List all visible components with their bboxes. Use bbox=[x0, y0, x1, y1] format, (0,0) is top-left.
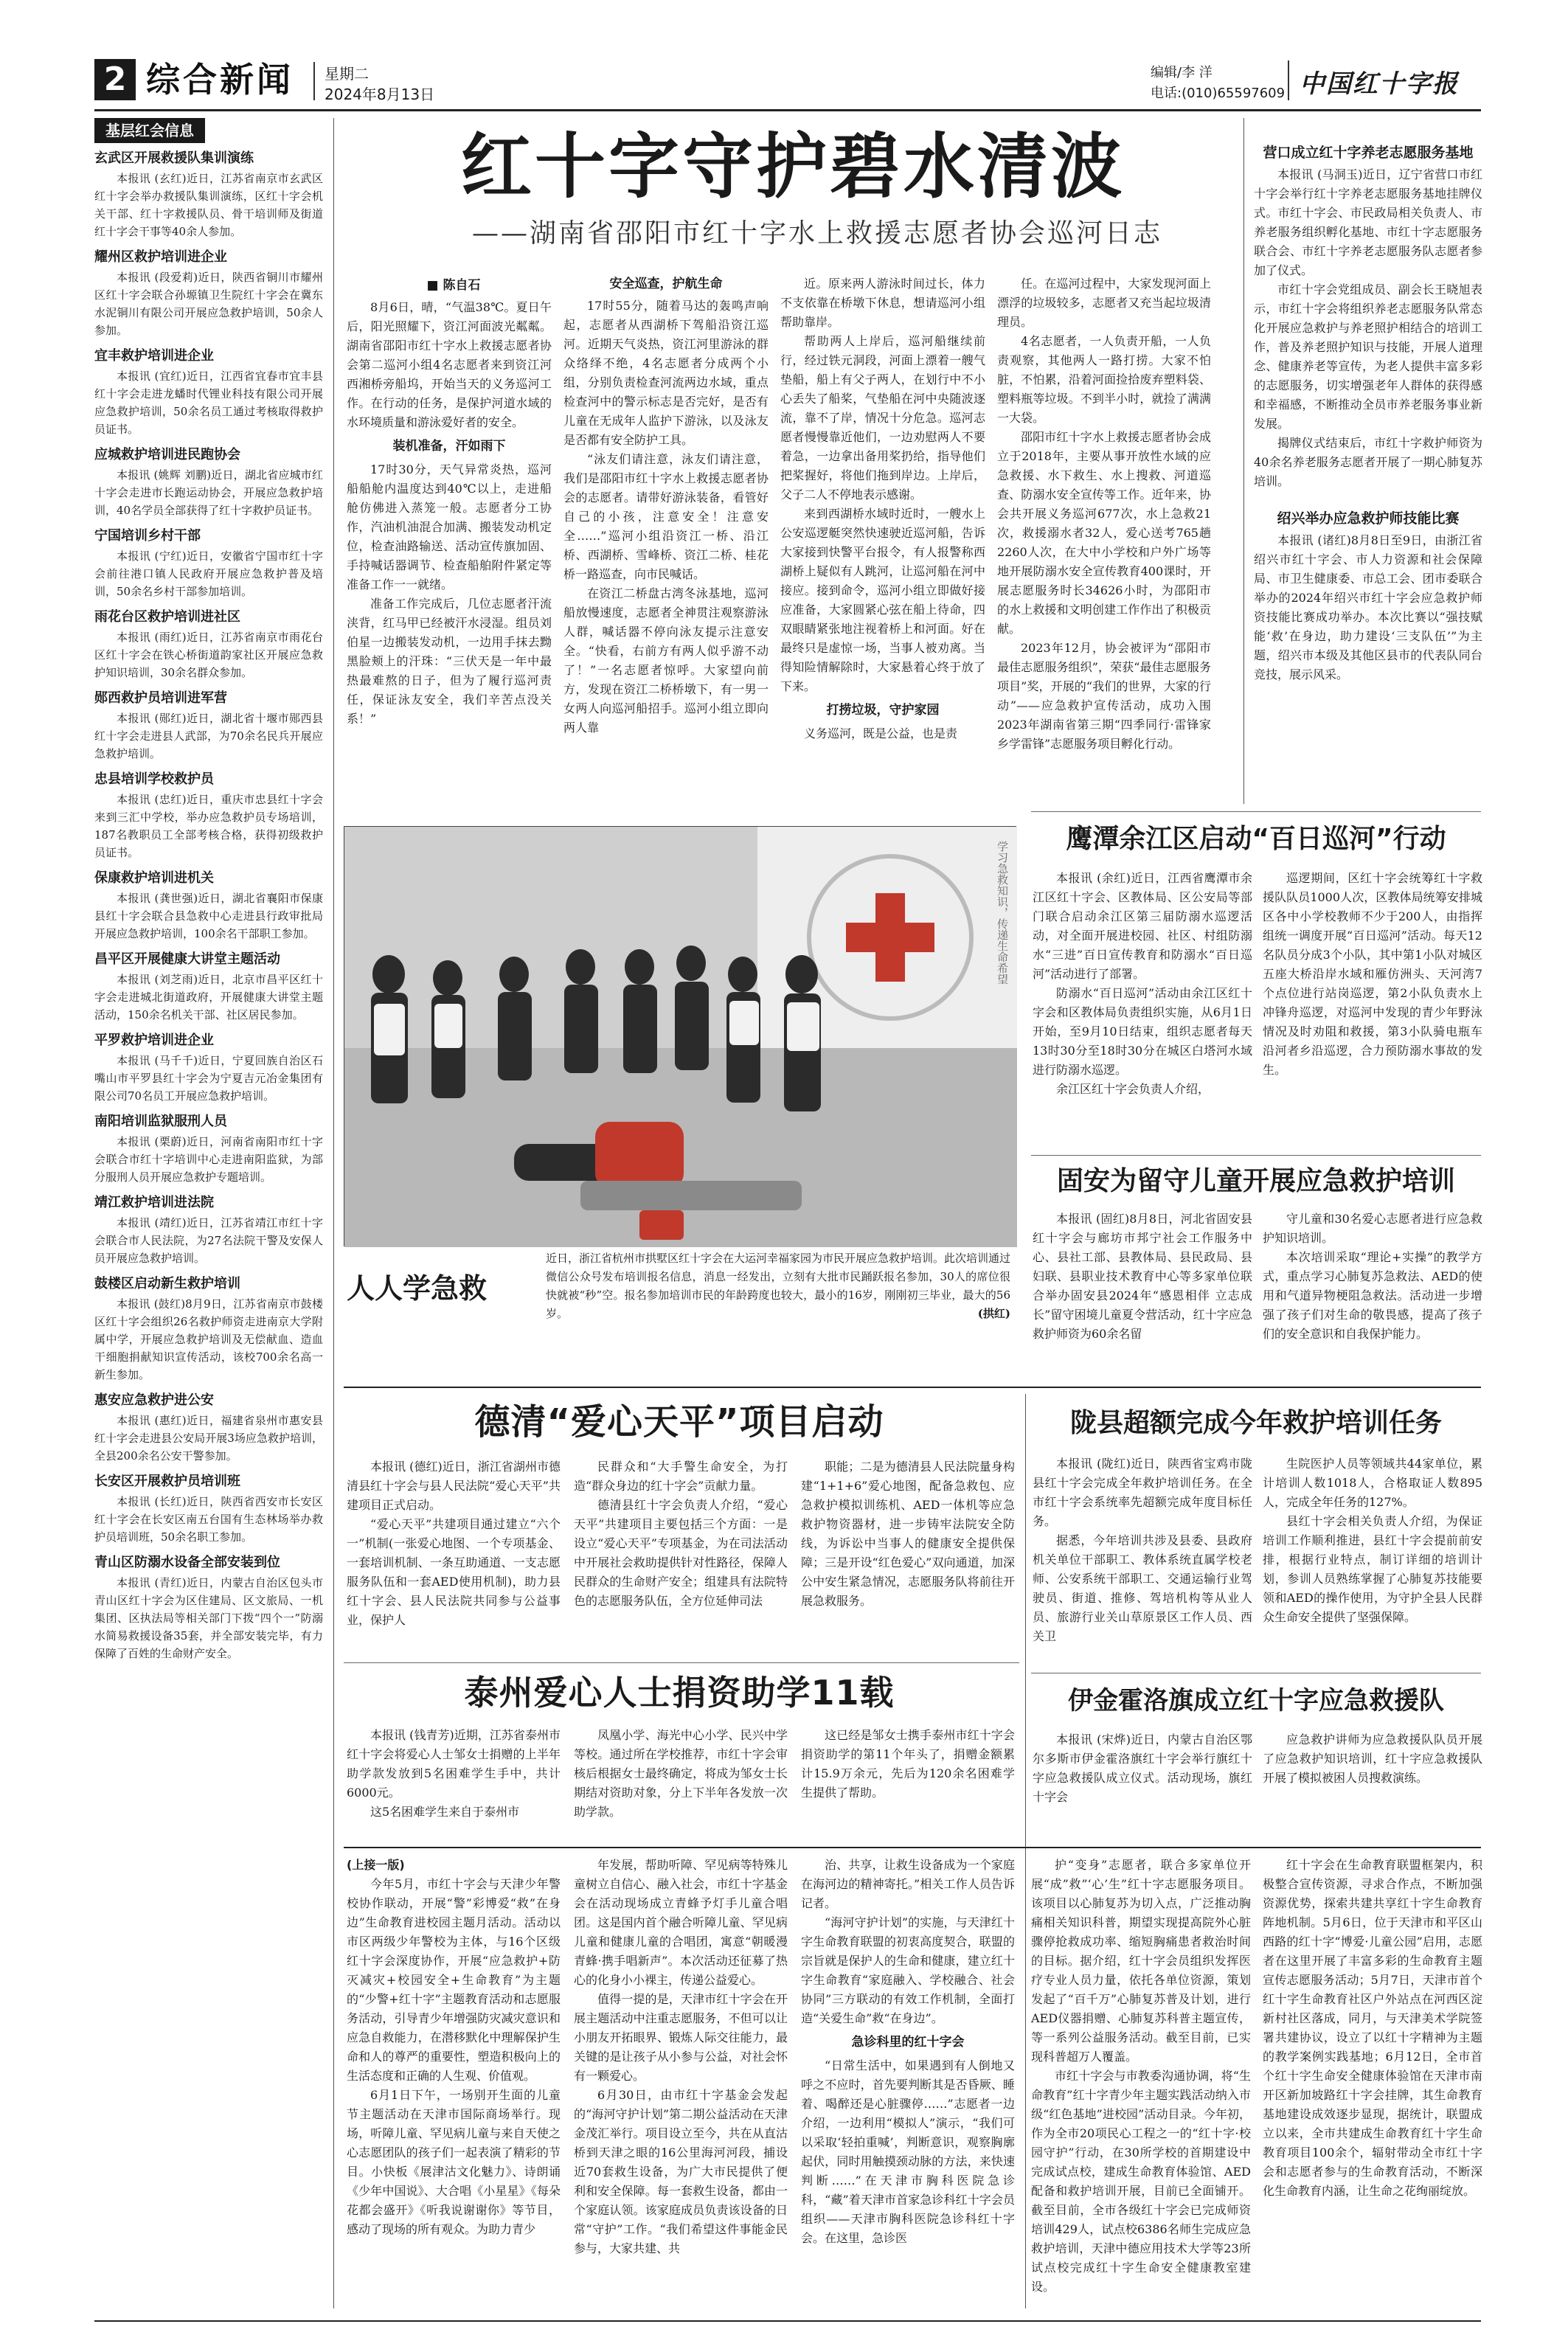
longxian-col-2 bbox=[1263, 1454, 1482, 1668]
photo-caption-text: 近日，浙江省杭州市拱墅区红十字会在大运河幸福家园为市民开展应急救护培训。此次培训通过微信公众号发布培训报名信息，消息一经发出，立刻有大批市民踊跃报名参加，30人的席位很快就被“秒”空。报名参加培训市民的年龄跨度也较大，最小的16岁，刚刚初三毕业，最大的56岁。 bbox=[546, 1252, 1011, 1320]
paragraph: 本报讯 (陇红)近日，陕西省宝鸡市陇县红十字会完成全年救护培训任务。在全市红十字会系统率先超额完成年度目标任务。 bbox=[1033, 1457, 1252, 1528]
yijinhuoluo-col2-text bbox=[1263, 1730, 1482, 1788]
brief-title: 昌平区开展健康大讲堂主题活动 bbox=[94, 951, 280, 967]
paragraph: 本报讯 (钱青芳)近期，江苏省泰州市红十字会将爱心人士邹女士捐赠的上半年助学款发放到5名困难学生手中，共计6000元。 bbox=[347, 1728, 561, 1800]
tianjin-col-3 bbox=[801, 1856, 1015, 2317]
tianjin-col-5 bbox=[1263, 1856, 1482, 2317]
lead-col-3 bbox=[780, 274, 985, 740]
brief-body: 本报讯 (惠红)近日，福建省泉州市惠安县红十字会走进县公安局开展3场应急救护培训，全县200余名公安干警参加。 bbox=[94, 1414, 323, 1463]
header-rule bbox=[94, 109, 1481, 111]
paragraph: 护“变身”志愿者，联合多家单位开展“成”救”‘心’生”红十字志愿服务项目。该项目以心肺复苏为切入点，广泛推动胸痛相关知识科普，期望实现提高院外心脏骤停抢救成功率、缩短胸痛患者救治时间的目标。据介绍，红十字会员组织发挥医疗专业人员力量，依托各单位资源，策划发起了“百千万”心肺复苏普及计划，进行AED仪器捐赠、心肺复苏科普主题宣传，等一系列公益服务活动。截至目前，已实现科普超万人覆盖。 bbox=[1031, 1858, 1251, 2064]
yingkou-body bbox=[1254, 165, 1482, 491]
photo-credit: (拱红) bbox=[977, 1307, 1010, 1320]
yijinhuoluo-col-2 bbox=[1263, 1730, 1482, 1841]
rule-taizhou bbox=[344, 1662, 1019, 1663]
right-mid-rule bbox=[1025, 1394, 1026, 2308]
left-column-tag: 基层红会信息 bbox=[94, 118, 205, 143]
guan-col-1 bbox=[1033, 1210, 1252, 1379]
left-column-rule bbox=[333, 118, 334, 2308]
shaoxing-body bbox=[1254, 531, 1482, 684]
paragraph: 守儿童和30名爱心志愿者进行应急救护知识培训。 bbox=[1263, 1212, 1482, 1245]
brief-body: 本报讯 (雨红)近日，江苏省南京市雨花台区红十字会在铁心桥街道韵家社区开展应急救护知识培训，30余名群众参加。 bbox=[94, 631, 323, 679]
tianjin-col1-text bbox=[347, 1875, 561, 2239]
lead-title: 红十字守护碧水清波 bbox=[461, 125, 1125, 208]
brief-title: 应城救护培训进民跑协会 bbox=[94, 447, 240, 462]
yingkou-title: 营口成立红十字养老志愿服务基地 bbox=[1263, 145, 1474, 161]
yujiang-col2-text bbox=[1263, 869, 1482, 1080]
yujiang-title: 鹰潭余江区启动“百日巡河”行动 bbox=[1066, 824, 1446, 854]
brief-body: 本报讯 (宁红)近日，安徽省宁国市红十字会前往港口镇人民政府开展应急救护普及培训，50余名乡村干部参加培训。 bbox=[94, 549, 323, 598]
lead-col2-subhead: 安全巡查，护航生命 bbox=[609, 277, 723, 291]
deqing-col-3 bbox=[801, 1457, 1015, 1657]
tianjin-col3b-text bbox=[801, 2056, 1015, 2248]
taizhou-col-1 bbox=[347, 1726, 561, 1836]
paragraph: 本报讯 (马洞玉)近日，辽宁省营口市红十字会举行红十字养老志愿服务基地挂牌仪式。市红十字会、市民政局相关负责人、市养老服务组织孵化基地、市红十字志愿服务联合会、市红十字养老志愿服务队志愿者参加了仪式。 bbox=[1254, 167, 1482, 277]
lead-col1-subhead: 装机准备，汗如雨下 bbox=[392, 439, 506, 454]
brief-body: 本报讯 (靖红)近日，江苏省靖江市红十字会联合市人民法院，为27名法院干警及安保人员开展应急救护培训。 bbox=[94, 1216, 323, 1265]
taizhou-col3-text bbox=[801, 1726, 1015, 1803]
yijinhuoluo-col-1 bbox=[1033, 1730, 1252, 1841]
yijinhuoluo-col1-text bbox=[1033, 1730, 1252, 1807]
continued-byline: (上接一版) bbox=[347, 1858, 405, 1872]
paragraph: 防溺水“百日巡河”活动由余江区红十字会和区教体局负责组织实施，从6月1日开始，至9月10日结束，组织志愿者每天13时30分至18时30分在城区白塔河水域进行防溺水巡逻。 bbox=[1033, 986, 1252, 1077]
paragraph: 邵阳市红十字水上救援志愿者协会成立于2018年，主要从事开放性水域的应急救援、水下救生、水上搜救、河道巡查、防溺水安全宣传等工作。近年来，协会共开展义务巡河677次，水上急救21次，救援溺水者32人，爱心送考765趟2260人次，在大中小学校和户外广场等地开展防溺水安全宣传教育400课时，开展志愿服务时长34626小时，为邵阳市的水上救援和文明创建工作作出了积极贡献。 bbox=[997, 430, 1211, 636]
paragraph: 17时30分，天气异常炎热，巡河船船舱内温度达到40℃以上，走进船舱仿佛进入蒸笼一般。志愿者分工协作，汽油机油混合加满、搬装发动机定位，检查油路输送、活动宣传旗加固、手持喊话器调节、检查船舶附件紧定等准备工作一一就绪。 bbox=[347, 462, 552, 592]
paragraph: 4名志愿者，一人负责开船，一人负责观察，其他两人一路打捞。大家不怕脏，不怕累，沿着河面捡拾废弃塑料袋、塑料瓶等垃圾。不到半小时，就捡了满满一大袋。 bbox=[997, 334, 1211, 425]
guan-title: 固安为留守儿童开展应急救护培训 bbox=[1056, 1166, 1455, 1196]
yijinhuoluo-title: 伊金霍洛旗成立红十字应急救援队 bbox=[1068, 1686, 1444, 1716]
section-name: 综合新闻 bbox=[146, 60, 294, 100]
paragraph: 生院医护人员等领域共44家单位，累计培训人数1018人，合格取证人数895人，完成全年任务的127%。 bbox=[1263, 1457, 1482, 1509]
right-column-rule bbox=[1243, 118, 1244, 804]
brief-body: 本报讯 (姚辉 刘鹏)近日，湖北省应城市红十字会走进市长跑运动协会，开展应急救护培训，40名学员全部获得了红十字救护员证书。 bbox=[94, 468, 323, 517]
deqing-col-1 bbox=[347, 1457, 561, 1657]
paragraph: 来到西湖桥水域时近时，一艘水上公安巡逻艇突然快速驶近巡河船，告诉大家接到快警平台报令，有人报警称西湖桥上疑似有人跳河，让巡河船在河中接应。接到命令，巡河小组立即做好接应准备，大家圆紧心弦在船上待命，四双眼睛紧张地注视着桥上和河面。好在最终只是虚惊一场，当事人被劝离。当得知险情解除时，大家悬着心终于放了下来。 bbox=[780, 507, 985, 693]
yujiang-col1-text bbox=[1033, 869, 1252, 1099]
tianjin-col2-text bbox=[574, 1856, 788, 2258]
photo-caption bbox=[546, 1249, 1010, 1323]
lead-col4-text bbox=[997, 274, 1211, 754]
lead-col-4 bbox=[997, 274, 1211, 751]
brief-body: 本报讯 (郧红)近日，湖北省十堰市郧西县红十字会走进县人武部，为70余名民兵开展应急救护培训。 bbox=[94, 712, 323, 760]
rule-guan bbox=[1031, 1155, 1481, 1156]
lead-col-1 bbox=[347, 298, 552, 726]
editor-credit: 编辑/李 洋 bbox=[1151, 65, 1213, 80]
taizhou-col2-text bbox=[574, 1726, 788, 1822]
page-number-badge: 2 bbox=[94, 59, 136, 100]
paragraph: 余江区红十字会负责人介绍， bbox=[1056, 1082, 1210, 1096]
paragraph: 今年5月，市红十字会与天津少年警校协作联动，开展“警”彩博爱“救”在身边”生命教育进校园主题月活动。活动以市区两级少年警校为主体，与16个区级红十字会深度协作，开展“应急救护+防灭减灾+校园安全+生命教育”为主题的“少警+红十字”主题教育活动和志愿服务活动，引导青少年增强防灾减灾意识和应急自救能力，在潜移默化中理解保护生命和人的尊严的重要性，塑造积极向上的生活态度和正确的人生观、价值观。 bbox=[347, 1877, 561, 2083]
paragraph: 民群众和“大手警生命安全，为打造“群众身边的红十字会”贡献力量。 bbox=[574, 1460, 788, 1493]
brief-body: 本报讯 (刘芝雨)近日，北京市昌平区红十字会走进城北街道政府，开展健康大讲堂主题活动，150余名机关干部、社区居民参加。 bbox=[94, 973, 323, 1021]
rule-bottom bbox=[344, 1847, 1481, 1848]
footer-rule bbox=[94, 2320, 1481, 2322]
paragraph: 凤凰小学、海光中心小学、民兴中学等校。通过所在学校推荐，市红十字会审核后根据女士最终确定，将成为邹女士长期结对资助对象，分上下半年各发放一次助学款。 bbox=[574, 1728, 788, 1819]
brief-body: 本报讯 (段爱莉)近日，陕西省铜川市耀州区红十字会联合孙塬镇卫生院红十字会在冀东水泥铜川有限公司开展应急救护培训，50余人参加。 bbox=[94, 271, 323, 337]
header-divider bbox=[313, 62, 315, 100]
rule-mid bbox=[344, 1387, 1481, 1388]
brief-title: 宜丰救护培训进企业 bbox=[94, 348, 214, 364]
photo-headline: 人人学急救 bbox=[347, 1272, 488, 1305]
brief-body: 本报讯 (鼓红)8月9日，江苏省南京市鼓楼区红十字会组织26名救护师资走进南京大学附属中学，开展应急救护培训及无偿献血、造血干细胞捐献知识宣传活动，该校700余名高一新生参加。 bbox=[94, 1297, 323, 1381]
brief-title: 青山区防溺水设备全部安装到位 bbox=[94, 1555, 280, 1570]
tianjin-col-4 bbox=[1031, 1856, 1251, 2317]
longxian-col2-text bbox=[1263, 1454, 1482, 1627]
lead-col3-text bbox=[780, 274, 985, 696]
lead-col3-subhead: 打捞垃圾，守护家园 bbox=[826, 703, 940, 718]
paragraph: 近。原来两人游泳时间过长，体力不支依靠在桥墩下休息，想请巡河小组帮助靠岸。 bbox=[780, 277, 985, 329]
brief-body: 本报讯 (青红)近日，内蒙古自治区包头市青山区红十字会为区住建局、区文旅局、一机集团、区执法局等相关部门下拨“四个一”防溺水简易救援设备35套，并全部安装完毕，有力保障了百姓的生命财产安全。 bbox=[94, 1576, 323, 1660]
tianjin-col5-text bbox=[1263, 1856, 1482, 2201]
lead-col1b-text bbox=[347, 460, 552, 729]
yujiang-col-1 bbox=[1033, 869, 1252, 1149]
lead-col-2 bbox=[563, 274, 769, 735]
guan-col-2 bbox=[1263, 1210, 1482, 1379]
paragraph: 本报讯 (诸红)8月8日至9日，由浙江省绍兴市红十字会、市人力资源和社会保障局、市卫生健康委、市总工会、团市委联合举办的2024年绍兴市红十字会应急救护师资技能比赛成功举办。本次比赛以“强技赋能‘救’在身边，助力建设‘三支队伍’”为主题，绍兴市本级及其他区县市的代表队同台竞技，展示风采。 bbox=[1254, 533, 1482, 681]
guan-col2-text bbox=[1263, 1210, 1482, 1344]
lead-subtitle: ——湖南省邵阳市红十字水上救援志愿者协会巡河日志 bbox=[472, 218, 1163, 249]
brief-body: 本报讯 (栗蔚)近日，河南省南阳市红十字会联合市红十字培训中心走进南阳监狱，为部分服刑人员开展应急救护专题培训。 bbox=[94, 1135, 323, 1184]
brief-body: 本报讯 (玄红)近日，江苏省南京市玄武区红十字会举办救援队集训演练，区红十字会机关干部、红十字救援队员、骨干培训师及街道红十字会干事等40余人参加。 bbox=[94, 172, 323, 238]
taizhou-col-2 bbox=[574, 1726, 788, 1836]
brief-title: 南阳培训监狱服刑人员 bbox=[94, 1114, 227, 1129]
longxian-title: 陇县超额完成今年救护培训任务 bbox=[1069, 1408, 1442, 1438]
tianjin-col3-text bbox=[801, 1856, 1015, 2028]
brief-body: 本报讯 (龚世强)近日，湖北省襄阳市保康县红十字会联合县急救中心走进县行政审批局开展应急救护培训，100余名干部职工参加。 bbox=[94, 892, 323, 940]
left-news-column bbox=[94, 148, 323, 2316]
lead-byline: ■ 陈自石 bbox=[426, 278, 481, 293]
tianjin-col4-text bbox=[1031, 1856, 1251, 2297]
deqing-title: 德清“爱心天平”项目启动 bbox=[474, 1401, 884, 1443]
paragraph: 任。在巡河过程中，大家发现河面上漂浮的垃圾较多，志愿者又充当起垃圾清理员。 bbox=[997, 277, 1211, 329]
lead-col1-text bbox=[347, 298, 552, 432]
paragraph: 值得一提的是，天津市红十字会在开展主题活动中注重志愿服务，不但可以让小朋友开拓眼界、锻炼人际交往能力，最关键的是让孩子从小参与公益，对社会怀有一颗爱心。 bbox=[574, 1992, 788, 2083]
brief-title: 郧西救护员培训进军营 bbox=[94, 690, 227, 706]
lead-col3b-text bbox=[780, 724, 985, 743]
photo-banner-text: 学习急救知识，传递生命希望 bbox=[996, 841, 1009, 985]
tianjin-col3-subhead: 急诊科里的红十字会 bbox=[851, 2035, 965, 2050]
paragraph: 帮助两人上岸后，巡河船继续前行，经过铁元洞段，河面上漂着一艘气垫船，船上有父子两人，在划行中不小心丢失了船桨，气垫船在河中央随波逐流，靠不了岸，情况十分危急。巡河志愿者慢慢靠近他们，一边劝慰两人不要着急，一边拿出备用桨扔给，指导他们把桨握好，将他们拖到岸边。上岸后，父子二人不停地表示感谢。 bbox=[780, 334, 985, 502]
paragraph: 本报讯 (固红)8月8日，河北省固安县红十字会与廊坊市邦宁社会工作服务中心、县社工部、县教体局、县民政局、县妇联、县职业技术教育中心等多家单位联合举办固安县2024年“感恩相伴 立志成长”留守困境儿童夏令营活动，红十字应急救护师资为60余名留 bbox=[1033, 1212, 1252, 1341]
brief-body: 本报讯 (长红)近日，陕西省西安市长安区红十字会在长安区南五台国有生态林场举办救护员培训班，50余名职工参加。 bbox=[94, 1495, 323, 1544]
paragraph: 本报讯 (余红)近日，江西省鹰潭市余江区红十字会、区教体局、区公安局等部门联合启动余江区第三届防溺水巡逻活动，对全面开展进校园、社区、村组防溺水“三进”百日宣传教育和防溺水“百日巡河”活动进行了部署。 bbox=[1033, 871, 1252, 981]
paragraph: 义务巡河，既是公益，也是责 bbox=[804, 726, 958, 740]
paragraph: “泳友们请注意，泳友们请注意，我们是邵阳市红十字水上救援志愿者协会的志愿者。请带好游泳装备，看管好自己的小孩，注意安全！注意安全……”巡河小组沿资江一桥、沿江桥、西湖桥、雪峰桥、资江二桥、桂花桥一路巡查，向市民喊话。 bbox=[563, 452, 769, 581]
brief-title: 靖江救护培训进法院 bbox=[94, 1195, 214, 1210]
taizhou-col1-text bbox=[347, 1726, 561, 1822]
deqing-col3-text bbox=[801, 1457, 1015, 1611]
brief-title: 平罗救护培训进企业 bbox=[94, 1033, 214, 1048]
paragraph: 县红十字会相关负责人介绍，为保证培训工作顺利推进，县红十字会提前前安排，根据行业特点，制订详细的培训计划，参训人员熟练掌握了心肺复苏技能要领和AED的操作使用，为守护全县人民群众生命安全提供了坚强保障。 bbox=[1263, 1514, 1482, 1624]
paragraph: “日常生活中，如果遇到有人倒地又呼之不应时，首先要判断其是否昏厥、睡着、喝醉还是心脏骤停……”志愿者一边介绍，一边利用“模拟人”演示，“我们可以采取‘轻拍重喊’，判断意识，观察胸廓起伏，同时用触摸颈动脉的方法，来快速判断……”在天津市胸科医院急诊科，“藏”着天津市首家急诊科红十字会员组织——天津市胸科医院急诊科红十字会。在这里，急诊医 bbox=[801, 2058, 1015, 2245]
deqing-col2-text bbox=[574, 1457, 788, 1611]
paragraph: “爱心天平”共建项目通过建立“六个一”机制(一张爱心地图、一个专项基金、一套培训机制、一条互助通道、一支志愿服务队伍和一套AED使用机制)，助力县红十字会、县人民法院共同参与公益事业，保护人 bbox=[347, 1517, 561, 1627]
brief-title: 雨花台区救护培训进社区 bbox=[94, 609, 240, 625]
paragraph: 治、共享，让救生设备成为一个家庭在海河边的精神寄托。”相关工作人员告诉记者。 bbox=[801, 1858, 1015, 1910]
brief-title: 耀州区救护培训进企业 bbox=[94, 249, 227, 265]
brief-title: 玄武区开展救援队集训演练 bbox=[94, 150, 254, 166]
issue-date: 2024年8月13日 bbox=[325, 86, 435, 103]
paragraph: 本报讯 (德红)近日，浙江省湖州市德清县红十字会与县人民法院“爱心天平”共建项目正式启动。 bbox=[347, 1460, 561, 1512]
taizhou-title: 泰州爱心人士捐资助学11载 bbox=[464, 1673, 895, 1713]
paragraph: 2023年12月，协会被评为“邵阳市最佳志愿服务组织”，荣获“最佳志愿服务项目”奖，开展的“我们的世界，大家的行动”——应急救护宣传活动，成功入围2023年湖南省第三期“四季同行·雷锋家乡学雷锋”志愿服务项目孵化行动。 bbox=[997, 641, 1211, 751]
paragraph: 准备工作完成后，几位志愿者汗流浃背，红马甲已经被汗水浸湿。组员刘伯星一边搬装发动机，一边用手抹去黝黑脸颊上的汗珠：“三伏天是一年中最热最难熬的日子，但为了履行巡河责任，保证泳友安全，我们辛苦点没关系！” bbox=[347, 597, 552, 726]
paragraph: 红十字会在生命教育联盟框架内，积极整合宣传资源，寻求合作点，不断加强资源优势，探索共建共享红十字生命教育阵地机制。5月6日，位于天津市和平区山西路的红十字“博爱·儿童公园”启用，志愿者在这里开展了丰富多彩的生命教育主题宣传志愿服务活动；5月7日，天津市首个红十字生命教育社区户外站点在河西区淀新村社区落成，同月，与天津美术学院签署共建协议，设立了以红十字精神为主题的教学案例实践基地；6月12日，全市首个红十字生命安全健康体验馆在天津市南开区新加坡路红十字会挂牌，其生命教育基地建设成效逐步显现，据统计，联盟成立以来，全市共建成生命教育红十字生命教育项目100余个，辐射带动全市红十字会和志愿者参与的生命教育活动，不断深化生命教育内涵，让生命之花绚丽绽放。 bbox=[1263, 1858, 1482, 2198]
paragraph: 这5名困难学生来自于泰州市 bbox=[370, 1805, 520, 1819]
brief-title: 惠安应急救护进公安 bbox=[94, 1392, 214, 1408]
rule-yutan bbox=[1031, 811, 1481, 812]
brief-title: 保康救护培训进机关 bbox=[94, 870, 214, 886]
masthead-logo: 中国红十字报 bbox=[1300, 69, 1459, 99]
right-top-column bbox=[1254, 140, 1482, 804]
brief-title: 长安区开展救护员培训班 bbox=[94, 1474, 240, 1489]
paragraph: 年发展，帮助听障、罕见病等特殊儿童树立自信心、融入社会，市红十字基金会在活动现场成立青蜂予灯手儿童合唱团。这是国内首个融合听障儿童、罕见病儿童和健康儿童的合唱团，寓意“朝暖漫青蜂·携手唱新声”。本次活动还征募了热心的化身小小裸主，传递公益爱心。 bbox=[574, 1858, 788, 1987]
brief-title: 忠县培训学校救护员 bbox=[94, 771, 214, 787]
paragraph: 职能；二是为德清县人民法院量身构建“1+1+6”爱心地图，配备急救包、应急救护模拟训练机、AED一体机等应急救护物资器材，进一步铸牢法院安全防线，为诉讼中当事人的健康安全提供保障；三是开设“红色爱心”双向通道，加深公中安生紧急情况，志愿服务队将前往开展急救服务。 bbox=[801, 1460, 1015, 1608]
paragraph: 本次培训采取“理论+实操”的教学方式，重点学习心肺复苏急救法、AED的使用和气道异物梗阻急救法。活动进一步增强了孩子们对生命的敬畏感，提高了孩子们的安全意识和自我保护能力。 bbox=[1263, 1250, 1482, 1341]
guan-col1-text bbox=[1033, 1210, 1252, 1344]
tianjin-col-2 bbox=[574, 1856, 788, 2317]
paragraph: 德清县红十字会负责人介绍，“爱心天平”共建项目主要包括三个方面：一是设立“爱心天平”专项基金，为在司法活动中开展社会救助提供针对性路径，保障人民群众的生命财产安全；组建具有法院特色的志愿服务队伍，全方位延伸司法 bbox=[574, 1498, 788, 1608]
paragraph: 在资江二桥盘古湾冬泳基地，巡河船放慢速度，志愿者全神贯注观察游泳人群，喊话器不停向泳友提示注意安全。“快看，右前方有两人似乎游不动了！”一名志愿者惊呼。大家望向前方，发现在资江二桥桥墩下，有一男一女两人向巡河船招手。巡河小组立即向两人靠 bbox=[563, 586, 769, 735]
shaoxing-title: 绍兴举办应急救护师技能比赛 bbox=[1277, 510, 1460, 527]
editor-phone: 电话:(010)65597609 bbox=[1151, 86, 1286, 101]
deqing-col-2 bbox=[574, 1457, 788, 1657]
brief-title: 宁国培训乡村干部 bbox=[94, 528, 201, 544]
paragraph: “海河守护计划”的实施，与天津红十字生命教育联盟的初衷高度契合，联盟的宗旨就是保护人的生命和健康，建立红十字生命教育“家庭融入、学校融合、社会协同”三方联动的有效工作机制，全面打造“关爱生命”救“在身边”。 bbox=[801, 1915, 1015, 2025]
brief-body: 本报讯 (宜红)近日，江西省宜春市宜丰县红十字会走进龙蟠时代锂业科技有限公司开展应急救护培训，50余名员工通过考核取得救护员证书。 bbox=[94, 370, 323, 436]
paragraph: 6月1日下午，一场别开生面的儿童节主题活动在天津市国际商场举行。现场，听障儿童、罕见病儿童与来自天使之心志愿团队的孩子们一起表演了精彩的节目。小快板《展津沽文化魅力》、诗朗诵《少年中国说》、大合唱《小星星》《每朵花都会盛开》《听我说谢谢你》等节目，感动了现场的所有观众。为助力青少 bbox=[347, 2088, 561, 2236]
paragraph: 这已经是邹女士携手泰州市红十字会捐资助学的第11个年头了，捐赠金额累计15.9万余元，先后为120余名困难学生提供了帮助。 bbox=[801, 1728, 1015, 1800]
taizhou-col-3 bbox=[801, 1726, 1015, 1836]
deqing-col1-text bbox=[347, 1457, 561, 1630]
paragraph: 8月6日，晴，“气温38℃。夏日午后，阳光照耀下，资江河面波光粼粼。湖南省邵阳市红十字水上救援志愿者协会第二巡河小组4名志愿者来到资江河西湘桥旁船坞，开始当天的义务巡河工作。在行动的任务，是保护河道水域的水环境质量和游泳爱好者的安全。 bbox=[347, 300, 552, 429]
longxian-col-1 bbox=[1033, 1454, 1252, 1668]
paragraph: 揭牌仪式结束后，市红十字救护师资为40余名养老服务志愿者开展了一期心肺复苏培训。 bbox=[1254, 436, 1482, 488]
paragraph: 17时55分，随着马达的轰鸣声响起，志愿者从西湖桥下驾船沿资江巡河。近期天气炎热，资江河里游泳的群众络绎不绝，4名志愿者分成两个小组，分别负责检查河流两边水域，重点检查河中的警示标志是否完好，是否有儿童在无成年人监护下游泳，以及泳友是否都有安全防护工具。 bbox=[563, 299, 769, 447]
issue-weekday: 星期二 bbox=[325, 65, 369, 83]
yujiang-col-2 bbox=[1263, 869, 1482, 1149]
paragraph: 据悉，今年培训共涉及县委、县政府机关单位干部职工、教体系统直属学校老师、公安系统干部职工、交通运输行业驾驶员、街道、推修、驾培机构等从业人员、旅游行业关山草原景区工作人员、西关卫 bbox=[1033, 1533, 1252, 1643]
paragraph: 本报讯 (宋烨)近日，内蒙古自治区鄂尔多斯市伊金霍洛旗红十字会举行旗红十字应急救援队成立仪式。活动现场，旗红十字会 bbox=[1033, 1732, 1252, 1804]
paragraph: 市红十字会党组成员、副会长王晓旭表示，市红十字会将组织养老志愿服务队常态化开展应急救护与养老照护相结合的培训工作，普及养老照护知识与技能，开展人道理念、健康养老等宣传，为老人提供丰富多彩的志愿服务，切实增强老年人群体的获得感和幸福感，不断推动全员市养老服务事业新发展。 bbox=[1254, 282, 1482, 431]
paragraph: 巡逻期间，区红十字会统筹红十字救援队队员1000人次，区教体局统筹安排城区各中小学校教师不少于200人，由指挥组统一调度开展“百日巡河”活动。每天12名队员分成3个小队，其中第1小队对城区五座大桥沿岸水域和雁仿洲头、天河湾7个点位进行站岗巡逻，第2小队负责水上冲锋舟巡逻，对巡河中发现的青少年野泳情况及时劝阻和救援，第3小队骑电瓶车沿河者乡沿巡逻，合力预防溺水事故的发生。 bbox=[1263, 871, 1482, 1077]
lead-col2-text bbox=[563, 296, 769, 738]
tianjin-col-1 bbox=[347, 1875, 561, 2317]
longxian-col1-text bbox=[1033, 1454, 1252, 1646]
header-divider-2 bbox=[1288, 60, 1289, 100]
brief-body: 本报讯 (马千千)近日，宁夏回族自治区石嘴山市平罗县红十字会为宁夏吉元冶金集团有限公司70名员工开展应急救护培训。 bbox=[94, 1054, 323, 1103]
brief-title: 鼓楼区启动新生救护培训 bbox=[94, 1276, 240, 1291]
paragraph: 6月30日，由市红十字基金会发起的“海河守护计划”第二期公益活动在天津金茂汇举行。项目设立至今，共在从直沽桥到天津之眼的16公里海河河段，捕设近70套救生设备，为广大市民提供了便利和安全保障。每一套救生设备，都由一个家庭认领。该家庭成员负责该设备的日常“守护”工作。“我们希望这件事能金民参与，大家共建、共 bbox=[574, 2088, 788, 2255]
paragraph: 市红十字会与市教委沟通协调，将“生命教育”红十字青少年主题实践活动纳入市级“红色基地”进校园”活动目录。今年初，作为全市20项民心工程之一的“红十字·校园守护”行动，在30所学校的首期建设中完成试点校，建成生命教育体验馆、AED配备和救护培训开展，目前已全面铺开。截至目前，全市各级红十字会已完成师资培训429人，试点校6386名师生完成应急救护培训，天津中德应用技术大学等23所试点校完成红十字生命安全健康教室建设。 bbox=[1031, 2069, 1251, 2294]
brief-body: 本报讯 (忠红)近日，重庆市忠县红十字会来到三汇中学校，举办应急救护员专场培训，187名教职员工全部考核合格，获得初级救护员证书。 bbox=[94, 793, 323, 859]
paragraph: 应急救护讲师为应急救援队队员开展了应急救护知识培训，红十字应急救援队开展了模拟被困人员搜救演练。 bbox=[1263, 1732, 1482, 1785]
